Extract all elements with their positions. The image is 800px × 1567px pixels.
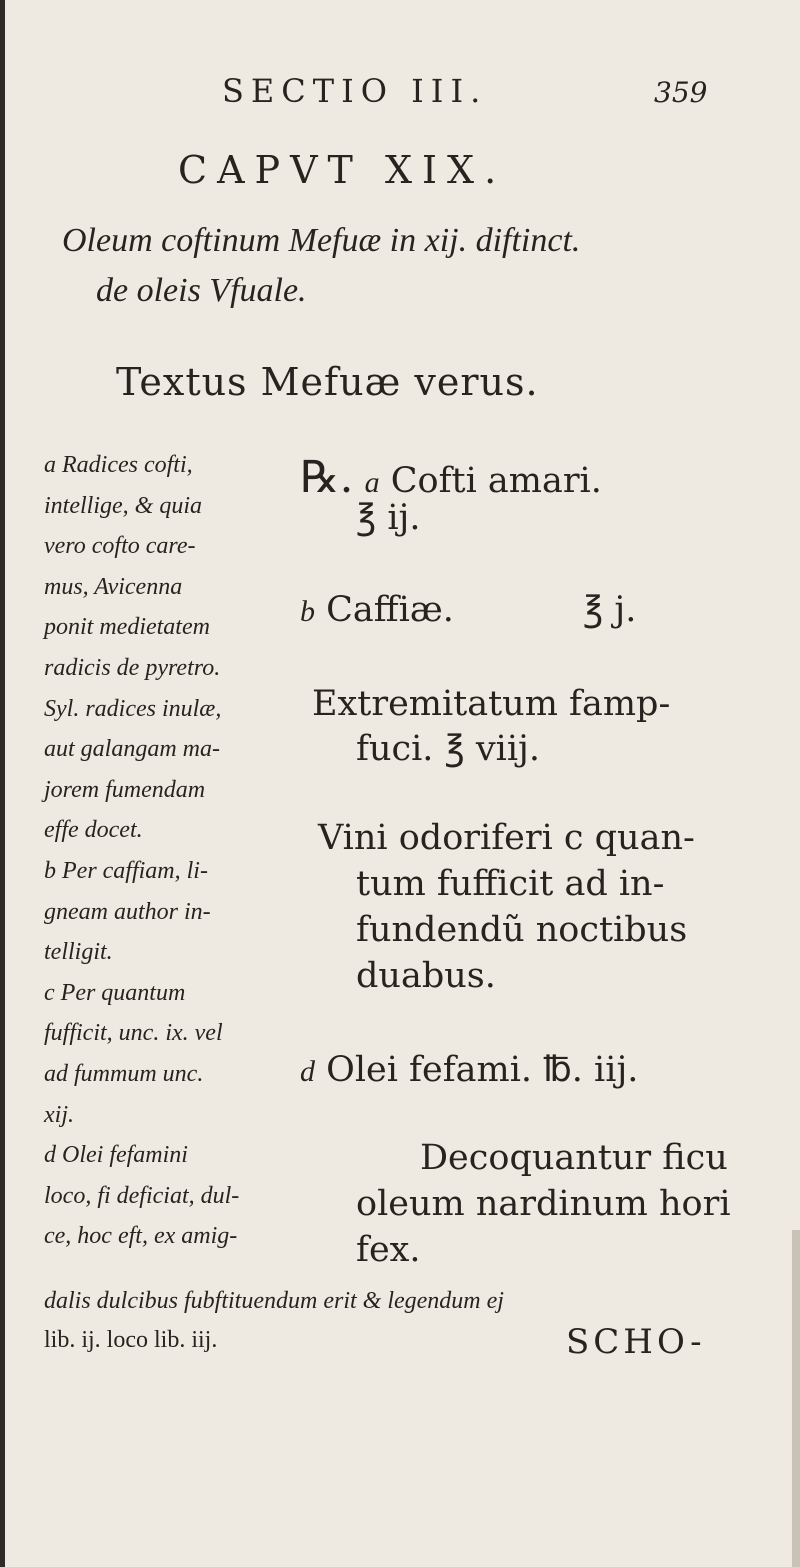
- note-letter-b: b: [300, 595, 315, 628]
- recipe-line-11: Decoquantur ficu: [420, 1138, 728, 1178]
- margin-note-line: a Radices cofti,: [44, 452, 193, 478]
- ingredient-quantity: ℥ j.: [583, 590, 637, 630]
- recipe-line-12: oleum nardinum hori: [356, 1184, 731, 1224]
- recipe-line-10: [300, 1050, 638, 1090]
- margin-note-line: effe docet.: [44, 817, 143, 844]
- note-letter-a: a: [364, 466, 380, 499]
- chapter-title-line-2: de oleis Vfuale.: [96, 272, 307, 309]
- margin-note-line: ce, hoc eft, ex amig-: [44, 1223, 238, 1250]
- margin-note-continuation: dalis dulcibus fubftituendum erit & legendum ej: [44, 1288, 504, 1314]
- ingredient-sesame-oil: Olei fefami. ℔. iij.: [326, 1050, 639, 1090]
- margin-note-line: d Olei fefamini: [44, 1142, 188, 1169]
- ingredient-cassia: Caffiæ.: [326, 590, 454, 630]
- page-edge-right: [792, 1230, 800, 1567]
- margin-note-line: radicis de pyretro.: [44, 654, 221, 681]
- margin-note-line: intellige, & quia: [44, 492, 202, 519]
- running-head: SECTIO III.: [222, 72, 488, 110]
- margin-note-line: c Per quantum: [44, 979, 186, 1006]
- margin-note-line: Syl. radices inulæ,: [44, 695, 222, 722]
- margin-note-line: loco, fi deficiat, dul-: [44, 1182, 240, 1209]
- recipe-line-9: duabus.: [356, 956, 496, 996]
- margin-note-line: vero cofto care-: [44, 533, 196, 560]
- margin-note-line: mus, Avicenna: [44, 573, 183, 600]
- margin-note-line: telligit.: [44, 939, 113, 966]
- margin-note-line: b Per caffiam, li-: [44, 857, 208, 884]
- ingredient-costus: Cofti amari.: [390, 461, 602, 501]
- note-letter-d: d: [300, 1055, 315, 1088]
- recipe-line-7: tum fufficit ad in-: [356, 864, 665, 904]
- margin-note-line: gneam author in-: [44, 898, 211, 925]
- margin-note-line: jorem fumendam: [44, 776, 206, 803]
- margin-note-line: fufficit, unc. ix. vel: [44, 1020, 223, 1047]
- recipe-line-4: Extremitatum famp-: [312, 684, 671, 724]
- recipe-line-13: fex.: [356, 1230, 421, 1270]
- margin-note-line: ad fummum unc.: [44, 1060, 204, 1087]
- recipe-symbol: ℞.: [300, 452, 354, 503]
- recipe-line-6: Vini odoriferi c quan-: [318, 818, 695, 858]
- recipe-line-3: [300, 590, 636, 630]
- recipe-line-1: [300, 452, 602, 503]
- recipe-line-2: ℥ ij.: [356, 498, 421, 538]
- chapter-heading: CAPVT XIX.: [178, 148, 507, 192]
- margin-note-line: ponit medietatem: [44, 614, 210, 641]
- recipe-line-8: fundendũ noctibus: [356, 910, 688, 950]
- margin-note-line: aut galangam ma-: [44, 736, 220, 763]
- catchword: SCHO-: [566, 1322, 706, 1362]
- page-edge-shadow: [0, 0, 5, 1567]
- margin-note-line: xij.: [44, 1101, 74, 1128]
- recipe-line-5: fuci. ℥ viij.: [356, 729, 541, 769]
- section-heading: Textus Mefuæ verus.: [116, 360, 539, 404]
- margin-note-continuation-2: lib. ij. loco lib. iij.: [44, 1327, 218, 1353]
- page-number: 359: [654, 76, 708, 109]
- chapter-title-line-1: Oleum coftinum Mefuæ in xij. diftinct.: [62, 222, 581, 259]
- marginal-notes: [44, 445, 306, 1257]
